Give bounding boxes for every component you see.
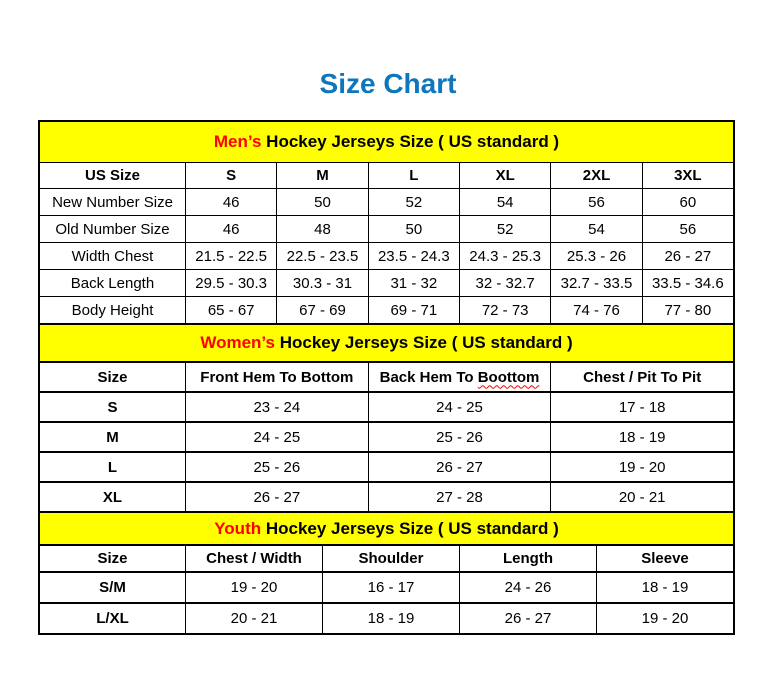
mens-size-cell: 67 - 69	[276, 296, 367, 323]
youth-size-cell: 18 - 19	[322, 602, 459, 633]
mens-table-row	[40, 242, 733, 269]
womens-size-cell: 23 - 24	[185, 391, 368, 421]
youth-table-row	[40, 571, 733, 602]
womens-header-row	[40, 361, 733, 391]
womens-col-header: Chest / Pit To Pit	[550, 361, 733, 391]
womens-size-cell: 17 - 18	[550, 391, 733, 421]
youth-title-rest: Hockey Jerseys Size ( US standard )	[261, 518, 559, 538]
youth-size-cell: 24 - 26	[459, 571, 596, 602]
mens-size-cell: 48	[276, 215, 367, 242]
youth-row-label: S/M	[40, 571, 185, 602]
womens-row-label: XL	[40, 481, 185, 511]
mens-row-label: New Number Size	[40, 188, 185, 215]
back-hem-label: Back Hem To	[379, 368, 478, 386]
mens-size-cell: 30.3 - 31	[276, 269, 367, 296]
youth-size-cell: 20 - 21	[185, 602, 322, 633]
mens-section	[40, 122, 733, 323]
mens-size-cell: 50	[368, 215, 459, 242]
mens-col-header: 2XL	[550, 162, 641, 188]
mens-col-header: L	[368, 162, 459, 188]
youth-col-header: Length	[459, 544, 596, 571]
womens-size-cell: 18 - 19	[550, 421, 733, 451]
mens-size-cell: 74 - 76	[550, 296, 641, 323]
mens-size-cell: 32 - 32.7	[459, 269, 550, 296]
mens-size-cell: 72 - 73	[459, 296, 550, 323]
womens-size-cell: 26 - 27	[368, 451, 551, 481]
womens-section-title	[40, 323, 733, 361]
mens-size-cell: 25.3 - 26	[550, 242, 641, 269]
womens-size-cell: 26 - 27	[185, 481, 368, 511]
womens-size-cell: 19 - 20	[550, 451, 733, 481]
womens-size-cell: 27 - 28	[368, 481, 551, 511]
mens-title-highlight: Men’s	[213, 132, 262, 151]
youth-size-cell: 26 - 27	[459, 602, 596, 633]
mens-size-cell: 32.7 - 33.5	[550, 269, 641, 296]
womens-size-cell: 25 - 26	[185, 451, 368, 481]
womens-col-header-back-hem	[368, 361, 551, 391]
youth-col-header: Chest / Width	[185, 544, 322, 571]
mens-header-row	[40, 162, 733, 188]
youth-section-title	[40, 511, 733, 544]
mens-size-cell: 52	[459, 215, 550, 242]
youth-size-cell: 19 - 20	[596, 602, 733, 633]
mens-col-header: 3XL	[642, 162, 733, 188]
womens-row-label: L	[40, 451, 185, 481]
youth-col-header: Shoulder	[322, 544, 459, 571]
youth-size-cell: 18 - 19	[596, 571, 733, 602]
youth-col-header: Sleeve	[596, 544, 733, 571]
mens-section-title	[40, 122, 733, 162]
mens-col-header: M	[276, 162, 367, 188]
mens-table-row	[40, 269, 733, 296]
mens-size-cell: 29.5 - 30.3	[185, 269, 276, 296]
youth-col-header: Size	[40, 544, 185, 571]
size-chart-tables	[38, 120, 735, 635]
mens-size-cell: 23.5 - 24.3	[368, 242, 459, 269]
mens-size-cell: 31 - 32	[368, 269, 459, 296]
womens-table-row	[40, 421, 733, 451]
youth-header-row	[40, 544, 733, 571]
womens-size-cell: 24 - 25	[185, 421, 368, 451]
womens-table-row	[40, 481, 733, 511]
youth-row-label: L/XL	[40, 602, 185, 633]
mens-size-cell: 24.3 - 25.3	[459, 242, 550, 269]
womens-row-label: M	[40, 421, 185, 451]
mens-size-cell: 54	[459, 188, 550, 215]
mens-size-cell: 56	[550, 188, 641, 215]
mens-size-cell: 46	[185, 215, 276, 242]
mens-title-rest: Hockey Jerseys Size ( US standard )	[261, 132, 560, 151]
back-hem-misspelled-word: Boottom	[477, 368, 540, 386]
womens-table-row	[40, 391, 733, 421]
womens-size-cell: 20 - 21	[550, 481, 733, 511]
womens-title-rest: Hockey Jerseys Size ( US standard )	[274, 333, 573, 352]
mens-table-row	[40, 296, 733, 323]
mens-row-label: Old Number Size	[40, 215, 185, 242]
mens-size-cell: 69 - 71	[368, 296, 459, 323]
mens-size-cell: 56	[642, 215, 733, 242]
youth-size-cell: 16 - 17	[322, 571, 459, 602]
mens-row-label: Body Height	[40, 296, 185, 323]
page-title: Size Chart	[319, 68, 457, 99]
womens-title-highlight: Women’s	[200, 333, 275, 352]
mens-row-label: Back Length	[40, 269, 185, 296]
womens-col-header: Front Hem To Bottom	[185, 361, 368, 391]
womens-row-label: S	[40, 391, 185, 421]
mens-size-cell: 46	[185, 188, 276, 215]
mens-col-header: S	[185, 162, 276, 188]
mens-col-header: US Size	[40, 162, 185, 188]
mens-size-cell: 26 - 27	[642, 242, 733, 269]
mens-size-cell: 60	[642, 188, 733, 215]
mens-size-cell: 52	[368, 188, 459, 215]
womens-size-cell: 25 - 26	[368, 421, 551, 451]
womens-col-header: Size	[40, 361, 185, 391]
mens-table-row	[40, 215, 733, 242]
womens-section	[40, 323, 733, 511]
womens-table-row	[40, 451, 733, 481]
mens-size-cell: 50	[276, 188, 367, 215]
mens-size-cell: 77 - 80	[642, 296, 733, 323]
mens-table-row	[40, 188, 733, 215]
mens-size-cell: 21.5 - 22.5	[185, 242, 276, 269]
youth-table-row	[40, 602, 733, 633]
mens-row-label: Width Chest	[40, 242, 185, 269]
youth-title-highlight: Youth	[214, 518, 262, 538]
mens-size-cell: 65 - 67	[185, 296, 276, 323]
mens-col-header: XL	[459, 162, 550, 188]
mens-size-cell: 33.5 - 34.6	[642, 269, 733, 296]
mens-size-cell: 22.5 - 23.5	[276, 242, 367, 269]
youth-size-cell: 19 - 20	[185, 571, 322, 602]
youth-section	[40, 511, 733, 633]
mens-size-cell: 54	[550, 215, 641, 242]
womens-size-cell: 24 - 25	[368, 391, 551, 421]
